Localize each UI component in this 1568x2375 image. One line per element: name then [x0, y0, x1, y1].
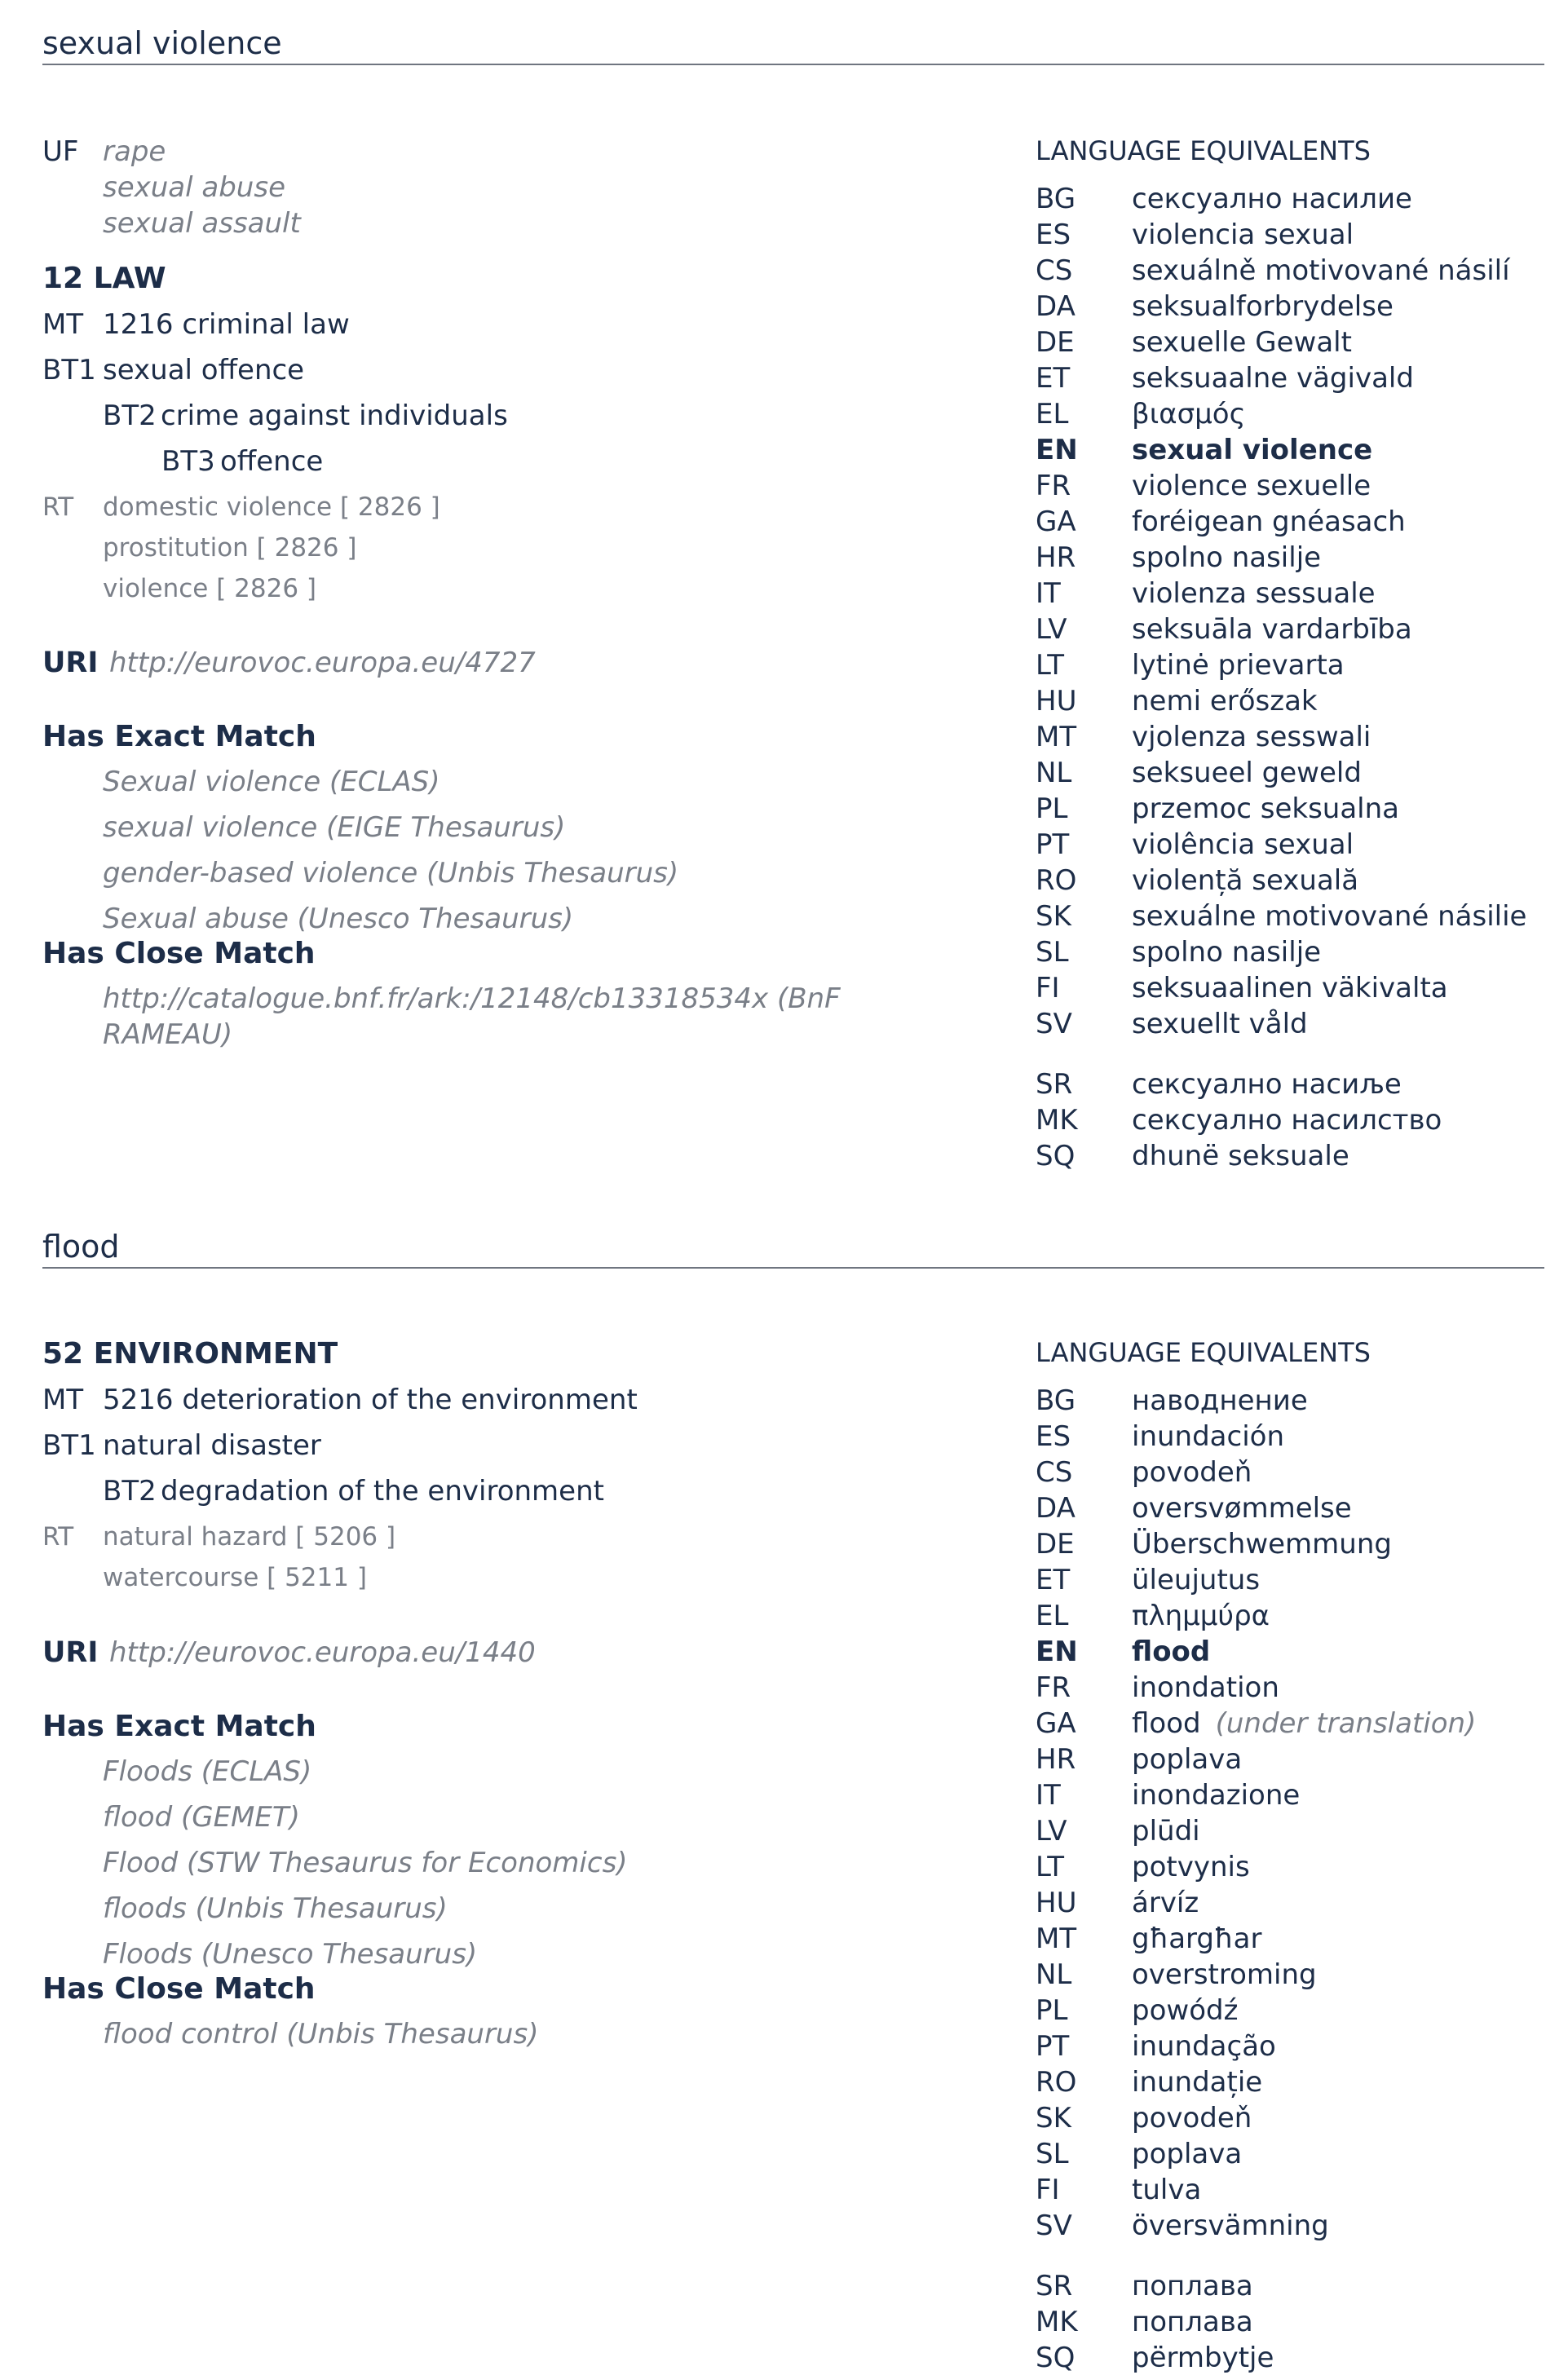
close-match-heading: Has Close Match: [42, 1972, 316, 2006]
language-code: EL: [1036, 398, 1069, 430]
language-code: MK: [1036, 2306, 1078, 2338]
language-term: [1132, 2104, 1252, 2132]
language-term: [1132, 613, 1412, 646]
language-term-text: seksuaalne vägivald: [1132, 362, 1414, 395]
language-code: CS: [1036, 254, 1073, 287]
language-term: [1132, 936, 1322, 969]
language-code: DE: [1036, 326, 1075, 359]
uf-item: rape: [103, 135, 166, 168]
language-term-text: sexuálne motivované násilie: [1132, 900, 1527, 933]
language-code: SL: [1036, 2138, 1069, 2170]
language-term: [1132, 541, 1322, 574]
exact-match-heading: Has Exact Match: [42, 1710, 316, 1743]
language-term: [1132, 2066, 1263, 2099]
close-match-item-continued[interactable]: RAMEAU): [103, 1018, 233, 1051]
language-term: [1132, 1638, 1210, 1666]
language-code: SV: [1036, 2209, 1072, 2242]
language-term: [1132, 974, 1448, 1002]
language-term: [1132, 2344, 1274, 2372]
language-code: NL: [1036, 757, 1072, 789]
rt-item: violence [ 2826 ]: [103, 574, 317, 603]
language-term: [1132, 254, 1510, 287]
language-code: SL: [1036, 936, 1069, 969]
language-code: IT: [1036, 577, 1061, 610]
language-term-text: sexual violence: [1132, 434, 1373, 466]
exact-match-heading: Has Exact Match: [42, 720, 316, 753]
language-code: PT: [1036, 2030, 1070, 2063]
thesaurus-entry-sexual-violence: [42, 25, 1544, 1172]
language-term-text: vjolenza sesswali: [1132, 721, 1371, 753]
language-code: IT: [1036, 1779, 1061, 1812]
exact-match-item: Floods (ECLAS): [103, 1755, 312, 1788]
language-code: LT: [1036, 649, 1065, 682]
language-term-text: flood: [1132, 1636, 1211, 1668]
language-code: SQ: [1036, 1140, 1076, 1172]
domain-heading: 12 LAW: [42, 262, 166, 295]
language-equivalents-heading: LANGUAGE EQUIVALENTS: [1036, 135, 1371, 166]
exact-match-item: sexual violence (EIGE Thesaurus): [103, 811, 566, 844]
rt-item: watercourse [ 5211 ]: [103, 1563, 367, 1592]
uf-item: sexual abuse: [103, 171, 285, 204]
language-code: EN: [1036, 1636, 1078, 1668]
language-code: GA: [1036, 1707, 1076, 1740]
language-term-text: seksuāla vardarbība: [1132, 613, 1412, 646]
language-term: [1132, 1010, 1308, 1038]
language-code: HU: [1036, 1887, 1077, 1919]
uri-link[interactable]: http://eurovoc.europa.eu/4727: [109, 647, 536, 679]
language-code: MT: [1036, 721, 1077, 753]
language-term-text: lytinė prievarta: [1132, 649, 1345, 682]
language-term: [1132, 1707, 1477, 1740]
exact-match-item: floods (Unbis Thesaurus): [103, 1892, 448, 1925]
language-term-text: povodeň: [1132, 1456, 1252, 1489]
language-term: [1132, 792, 1399, 825]
language-term-text: üleujutus: [1132, 1564, 1261, 1596]
uri-label: URI: [42, 647, 99, 679]
translation-status-note: (under translation): [1215, 1707, 1477, 1740]
language-code: EN: [1036, 434, 1078, 466]
language-term-text: nemi erőszak: [1132, 685, 1318, 717]
language-equivalents-heading: LANGUAGE EQUIVALENTS: [1036, 1337, 1371, 1368]
bt2-label: BT2: [103, 400, 157, 432]
language-code: ET: [1036, 1564, 1071, 1596]
uf-label: UF: [42, 135, 79, 168]
language-code: PT: [1036, 828, 1070, 861]
language-code: SK: [1036, 900, 1071, 933]
language-term-text: πλημμύρα: [1132, 1600, 1270, 1632]
language-term-text: sexuellt våld: [1132, 1008, 1308, 1040]
language-term: [1132, 1566, 1260, 1594]
language-term-text: inondazione: [1132, 1779, 1301, 1812]
language-code: NL: [1036, 1958, 1072, 1991]
language-code: ES: [1036, 219, 1071, 251]
language-term-text: inundación: [1132, 1420, 1284, 1453]
language-code: FR: [1036, 1671, 1071, 1704]
language-code: HU: [1036, 685, 1077, 717]
language-term: [1132, 2176, 1201, 2204]
language-term-text: foréigean gnéasach: [1132, 505, 1406, 538]
language-term: [1132, 290, 1394, 323]
language-code: RO: [1036, 2066, 1077, 2099]
bt1-label: BT1: [42, 1429, 96, 1462]
language-term-text: poplava: [1132, 1743, 1243, 1776]
language-term: [1132, 864, 1359, 897]
exact-match-item: Flood (STW Thesaurus for Economics): [103, 1847, 628, 1879]
language-term-text: βιασμός: [1132, 398, 1246, 430]
language-term: [1132, 1420, 1284, 1453]
language-term-text: potvynis: [1132, 1851, 1250, 1883]
language-term-text: Überschwemmung: [1132, 1528, 1392, 1561]
language-term: [1132, 1671, 1279, 1704]
language-term: [1132, 2272, 1253, 2300]
language-term-text: përmbytje: [1132, 2342, 1274, 2374]
language-term: [1132, 900, 1527, 933]
language-term-text: powódź: [1132, 1994, 1239, 2027]
domain-heading: 52 ENVIRONMENT: [42, 1337, 338, 1371]
language-term: [1132, 400, 1246, 428]
rt-item: natural hazard [ 5206 ]: [103, 1522, 396, 1552]
language-term: [1132, 1142, 1349, 1170]
language-code: SK: [1036, 2102, 1071, 2134]
language-term: [1132, 1779, 1301, 1812]
language-code: MT: [1036, 1923, 1077, 1955]
language-code: SV: [1036, 1008, 1072, 1040]
language-term: [1132, 759, 1362, 787]
title-rule: [42, 1267, 1544, 1269]
language-term-text: поплава: [1132, 2306, 1253, 2338]
rt-item: prostitution [ 2826 ]: [103, 533, 357, 563]
language-code: HR: [1036, 1743, 1076, 1776]
language-code: PL: [1036, 1994, 1068, 2027]
language-term: [1132, 1528, 1392, 1561]
language-term-text: inundație: [1132, 2066, 1263, 2099]
language-term: [1132, 472, 1371, 500]
language-code: GA: [1036, 505, 1076, 538]
bt3-value: offence: [220, 445, 324, 478]
language-code: RO: [1036, 864, 1077, 897]
language-term-text: przemoc seksualna: [1132, 792, 1399, 825]
language-term: [1132, 1958, 1317, 1991]
language-term: [1132, 221, 1354, 249]
close-match-item: flood control (Unbis Thesaurus): [103, 2018, 539, 2051]
language-code: BG: [1036, 1384, 1076, 1417]
language-term: [1132, 577, 1376, 610]
language-code: BG: [1036, 183, 1076, 215]
language-term: [1132, 1068, 1402, 1101]
language-term: [1132, 1994, 1239, 2027]
language-term: [1132, 1817, 1200, 1845]
bt2-label: BT2: [103, 1475, 157, 1508]
language-term-text: poplava: [1132, 2138, 1243, 2170]
entry-title: sexual violence: [42, 25, 282, 61]
language-term-text: поплава: [1132, 2270, 1253, 2302]
exact-match-item: Floods (Unesco Thesaurus): [103, 1938, 478, 1971]
exact-match-item: Sexual violence (ECLAS): [103, 766, 440, 798]
language-term-text: violenza sessuale: [1132, 577, 1376, 610]
bt2-value: crime against individuals: [161, 400, 508, 432]
language-term-text: povodeň: [1132, 2102, 1252, 2134]
language-code: FR: [1036, 470, 1071, 502]
language-term-text: violência sexual: [1132, 828, 1354, 861]
language-term-text: наводнение: [1132, 1384, 1308, 1417]
exact-match-item: gender-based violence (Unbis Thesaurus): [103, 857, 679, 890]
language-term-text: flood: [1132, 1707, 1201, 1740]
bt2-value: degradation of the environment: [161, 1475, 604, 1508]
language-term-text: сексуално насиље: [1132, 1068, 1402, 1101]
mt-value: 5216 deterioration of the environment: [103, 1384, 638, 1416]
language-term-text: oversvømmelse: [1132, 1492, 1352, 1525]
language-term-text: dhunë seksuale: [1132, 1140, 1349, 1172]
language-term-text: spolno nasilje: [1132, 936, 1322, 969]
bt3-label: BT3: [161, 445, 215, 478]
language-term-text: seksueel geweld: [1132, 757, 1362, 789]
language-term: [1132, 1889, 1199, 1917]
language-term-text: сексуално насилство: [1132, 1104, 1442, 1137]
bt1-label: BT1: [42, 354, 96, 386]
language-term-text: inundação: [1132, 2030, 1276, 2063]
exact-match-item: Sexual abuse (Unesco Thesaurus): [103, 903, 574, 935]
language-term: [1132, 1492, 1352, 1525]
language-term: [1132, 1104, 1442, 1137]
language-term: [1132, 1456, 1252, 1489]
mt-value: 1216 criminal law: [103, 308, 350, 341]
rt-label: RT: [42, 1522, 74, 1552]
language-term: [1132, 2209, 1329, 2242]
language-term: [1132, 2140, 1242, 2168]
mt-label: MT: [42, 308, 84, 341]
language-term: [1132, 1384, 1308, 1417]
thesaurus-entry-flood: [42, 1231, 1544, 2373]
language-term: [1132, 2308, 1253, 2336]
rt-item: domestic violence [ 2826 ]: [103, 492, 440, 522]
language-term-text: violence sexuelle: [1132, 470, 1371, 502]
title-rule: [42, 64, 1544, 65]
entry-title: flood: [42, 1229, 120, 1265]
language-term: [1132, 1602, 1270, 1630]
language-term-text: tulva: [1132, 2174, 1202, 2206]
language-term: [1132, 1743, 1243, 1776]
language-code: MK: [1036, 1104, 1078, 1137]
uri-link[interactable]: http://eurovoc.europa.eu/1440: [109, 1636, 536, 1669]
language-term: [1132, 326, 1352, 359]
close-match-heading: Has Close Match: [42, 937, 316, 970]
language-code: FI: [1036, 972, 1060, 1004]
language-term: [1132, 649, 1345, 682]
uf-item: sexual assault: [103, 207, 301, 240]
language-term-text: plūdi: [1132, 1815, 1200, 1847]
language-code: FI: [1036, 2174, 1060, 2206]
language-code: PL: [1036, 792, 1068, 825]
language-term: [1132, 362, 1414, 395]
language-term-text: sexuálně motivované násilí: [1132, 254, 1510, 287]
language-code: SQ: [1036, 2342, 1076, 2374]
language-code: DE: [1036, 1528, 1075, 1561]
close-match-item[interactable]: http://catalogue.bnf.fr/ark:/12148/cb13318534x (BnF: [103, 982, 841, 1015]
language-term-text: sexuelle Gewalt: [1132, 326, 1352, 359]
language-term-text: violență sexuală: [1132, 864, 1359, 897]
language-code: HR: [1036, 541, 1076, 574]
language-term: [1132, 828, 1354, 861]
language-term: [1132, 1925, 1261, 1953]
language-code: ES: [1036, 1420, 1071, 1453]
language-code: LV: [1036, 613, 1067, 646]
language-code: LV: [1036, 1815, 1067, 1847]
language-term-text: översvämning: [1132, 2209, 1329, 2242]
language-term-text: seksuaalinen väkivalta: [1132, 972, 1448, 1004]
language-term-text: сексуално насилие: [1132, 183, 1412, 215]
language-code: EL: [1036, 1600, 1069, 1632]
language-code: LT: [1036, 1851, 1065, 1883]
language-term-text: spolno nasilje: [1132, 541, 1322, 574]
language-term: [1132, 723, 1371, 751]
language-code: SR: [1036, 2270, 1073, 2302]
language-term: [1132, 2030, 1276, 2063]
language-term-text: seksualforbrydelse: [1132, 290, 1394, 323]
language-code: ET: [1036, 362, 1071, 395]
language-code: SR: [1036, 1068, 1073, 1101]
exact-match-item: flood (GEMET): [103, 1801, 300, 1834]
language-code: DA: [1036, 1492, 1076, 1525]
language-term: [1132, 505, 1406, 538]
rt-label: RT: [42, 492, 74, 522]
language-code: CS: [1036, 1456, 1073, 1489]
mt-label: MT: [42, 1384, 84, 1416]
language-term: [1132, 687, 1318, 715]
language-code: DA: [1036, 290, 1076, 323]
language-term-text: għargħar: [1132, 1923, 1262, 1955]
bt1-value: sexual offence: [103, 354, 305, 386]
bt1-value: natural disaster: [103, 1429, 321, 1462]
language-term-text: inondation: [1132, 1671, 1279, 1704]
language-term: [1132, 436, 1372, 464]
language-term-text: árvíz: [1132, 1887, 1199, 1919]
language-term: [1132, 185, 1412, 213]
language-term: [1132, 1853, 1250, 1881]
uri-label: URI: [42, 1636, 99, 1669]
language-term-text: violencia sexual: [1132, 219, 1354, 251]
language-term-text: overstroming: [1132, 1958, 1317, 1991]
